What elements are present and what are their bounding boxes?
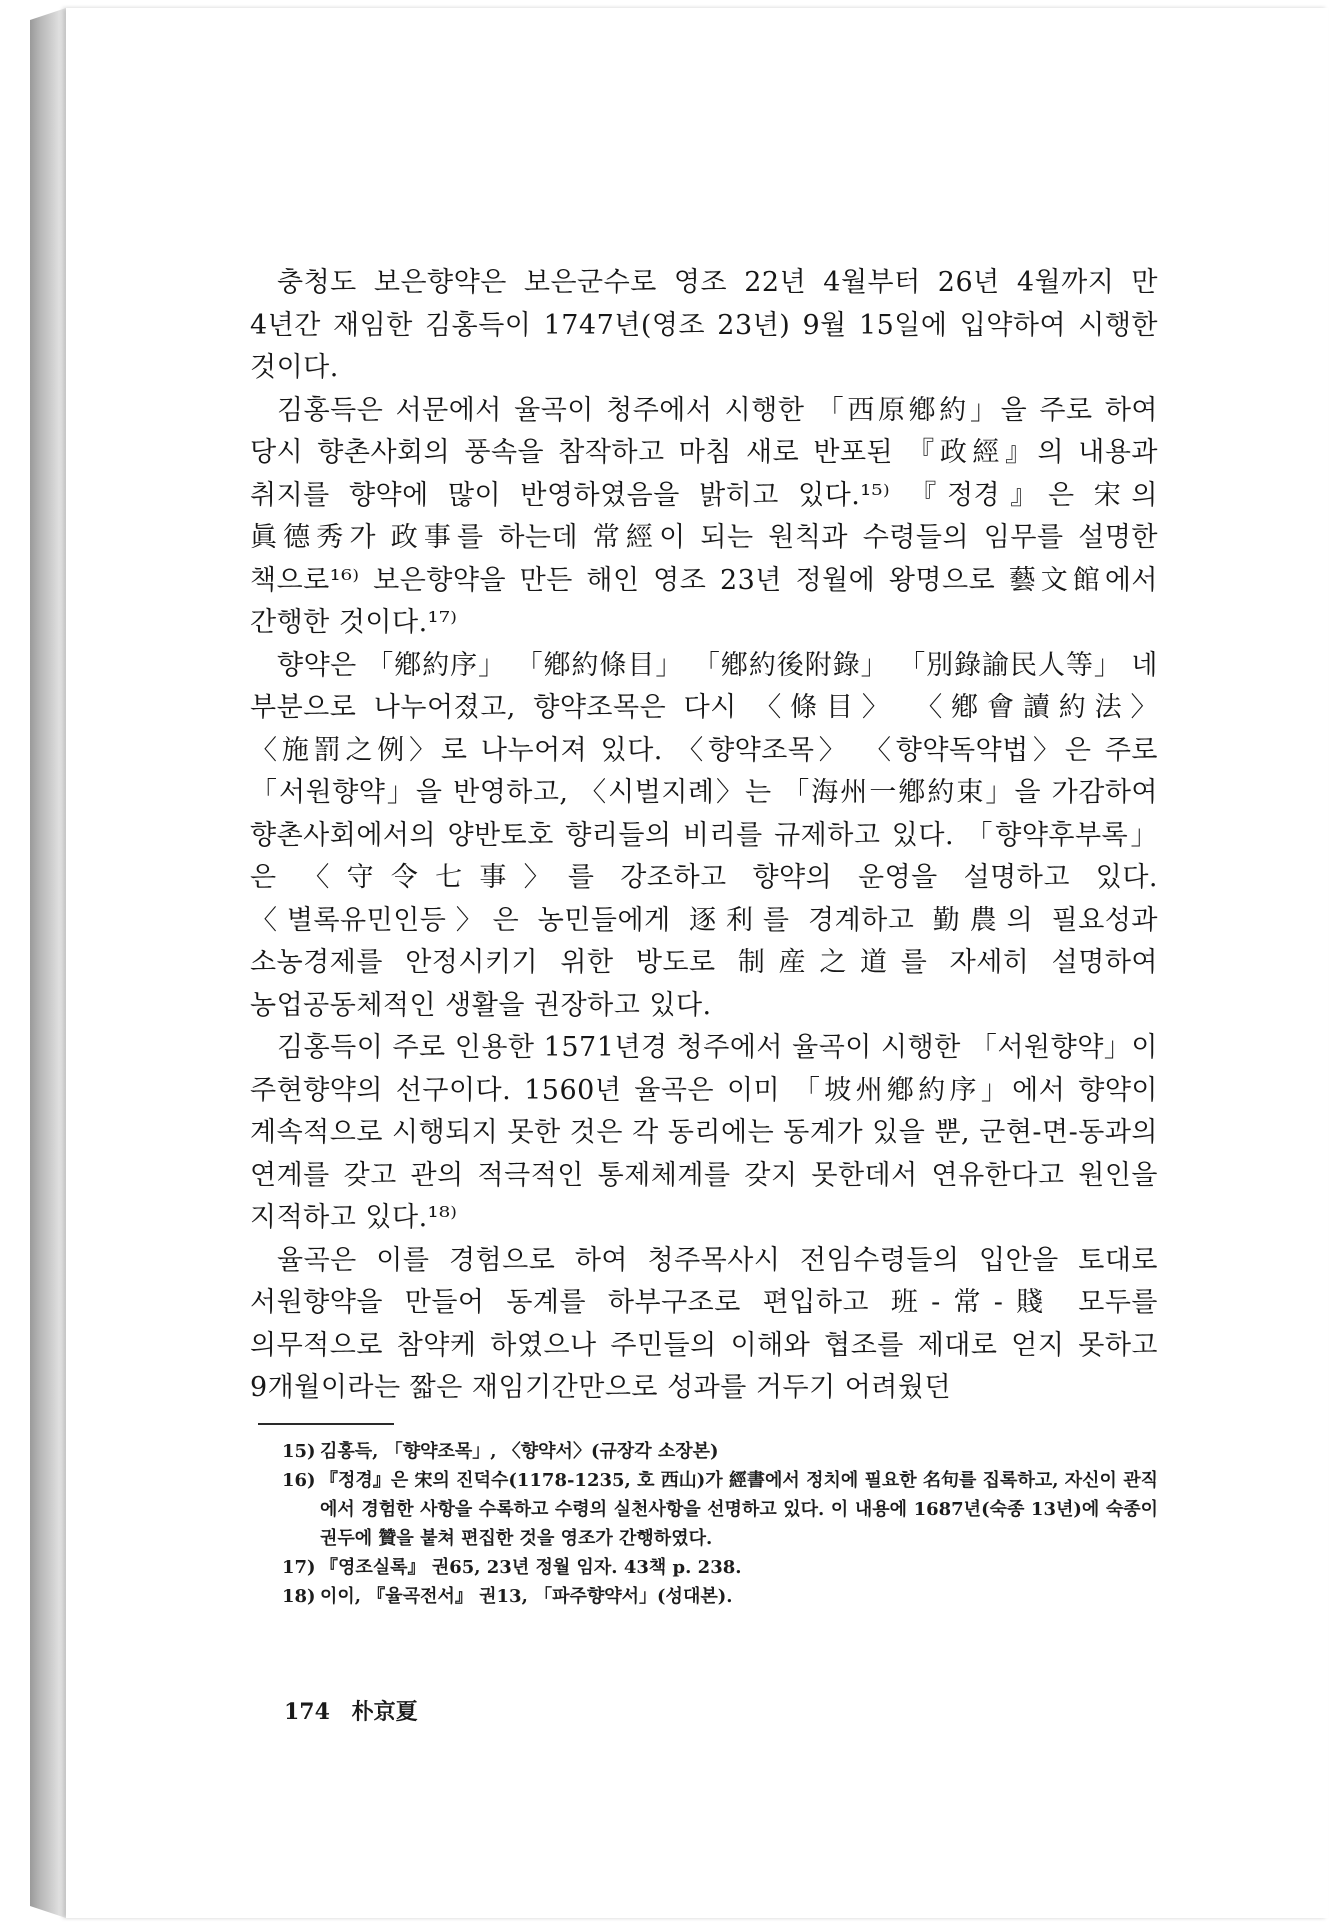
footnote-number: 16): [282, 1470, 316, 1491]
footnote-number: 17): [282, 1557, 316, 1578]
paragraph-3: 향약은 「鄕約序」 「鄕約條目」 「鄕約後附錄」 「別錄諭民人等」 네 부분으로 나누어졌고, 향약조목은 다시 〈條目〉 〈鄕會讀約法〉 〈施罰之例〉로 나누어져 있다. 〈향약조목〉 〈향약독약법〉은 주로 「서원향약」을 반영하고, 〈시벌지례〉는 「海州一鄕約束」을 가감하여 향촌사회에서의 양반토호 향리들의 비리를 규제하고 있다. 「향약후부록」은 〈守令七事〉를 강조하고 향약의 운영을 설명하고 있다. 〈별록유민인등〉은 농민들에게 逐利를 경계하고 勤農의 필요성과 소농경제를 안정시키기 위한 방도로 制産之道를 자세히 설명하여 농업공동체적인 생활을 권장하고 있다.: [250, 649, 1158, 1021]
footnote-number: 18): [282, 1586, 316, 1607]
footnote-17: [282, 1553, 1158, 1582]
footnote-16: [282, 1466, 1158, 1553]
page-footer: [284, 1695, 432, 1726]
paragraph-4: 김홍득이 주로 인용한 1571년경 청주에서 율곡이 시행한 「서원향약」이 주현향약의 선구이다. 1560년 율곡은 이미 「坡州鄕約序」에서 향약이 계속적으로 시행되지 못한 것은 각 동리에는 동계가 있을 뿐, 군현-면-동과의 연계를 갖고 관의 적극적인 통제체계를 갖지 못한데서 연유한다고 원인을 지적하고 있다.¹⁸⁾: [250, 1032, 1158, 1233]
page-number: 174: [284, 1699, 330, 1725]
footnote-text: 『정경』은 宋의 진덕수(1178-1235, 호 西山)가 經書에서 정치에 필요한 名句를 집록하고, 자신이 관직에서 경험한 사항을 수록하고 수령의 실천사항을 선명하고 있다. 이 내용에 1687년(숙종 13년)에 숙종이 권두에 贊을 붙쳐 편집한 것을 영조가 간행하였다.: [320, 1470, 1158, 1549]
author-name: 朴京夏: [351, 1699, 418, 1725]
body-text: [250, 262, 1158, 1410]
footnote-text: 『영조실록』 권65, 23년 정월 임자. 43책 p. 238.: [320, 1557, 742, 1578]
footnotes: [282, 1437, 1158, 1611]
footnote-18: [282, 1582, 1158, 1611]
footnote-divider: [258, 1423, 394, 1425]
footnote-number: 15): [282, 1441, 316, 1462]
page-edge-shadow: [30, 8, 66, 1918]
paragraph-2: 김홍득은 서문에서 율곡이 청주에서 시행한 「西原鄕約」을 주로 하여 당시 향촌사회의 풍속을 참작하고 마침 새로 반포된 『政經』의 내용과 취지를 향약에 많이 반영하였음을 밝히고 있다.¹⁵⁾ 『정경』은 宋의 眞德秀가 政事를 하는데 常經이 되는 원칙과 수령들의 임무를 설명한 책으로¹⁶⁾ 보은향약을 만든 해인 영조 23년 정월에 왕명으로 藝文館에서 간행한 것이다.¹⁷⁾: [250, 394, 1158, 638]
paragraph-5: 율곡은 이를 경험으로 하여 청주목사시 전임수령들의 입안을 토대로 서원향약을 만들어 동계를 하부구조로 편입하고 班-常-賤 모두를 의무적으로 참약케 하였으나 주민들의 이해와 협조를 제대로 얻지 못하고 9개월이라는 짧은 재임기간만으로 성과를 거두기 어려웠던: [250, 1244, 1158, 1403]
footnote-text: 김홍득, 「향약조목」, 〈향약서〉(규장각 소장본): [320, 1441, 719, 1462]
footnote-text: 이이, 『율곡전서』 권13, 「파주향약서」(성대본).: [320, 1586, 733, 1607]
footnote-15: [282, 1437, 1158, 1466]
paragraph-1: 충청도 보은향약은 보은군수로 영조 22년 4월부터 26년 4월까지 만 4년간 재임한 김홍득이 1747년(영조 23년) 9월 15일에 입약하여 시행한 것이다.: [250, 267, 1158, 383]
